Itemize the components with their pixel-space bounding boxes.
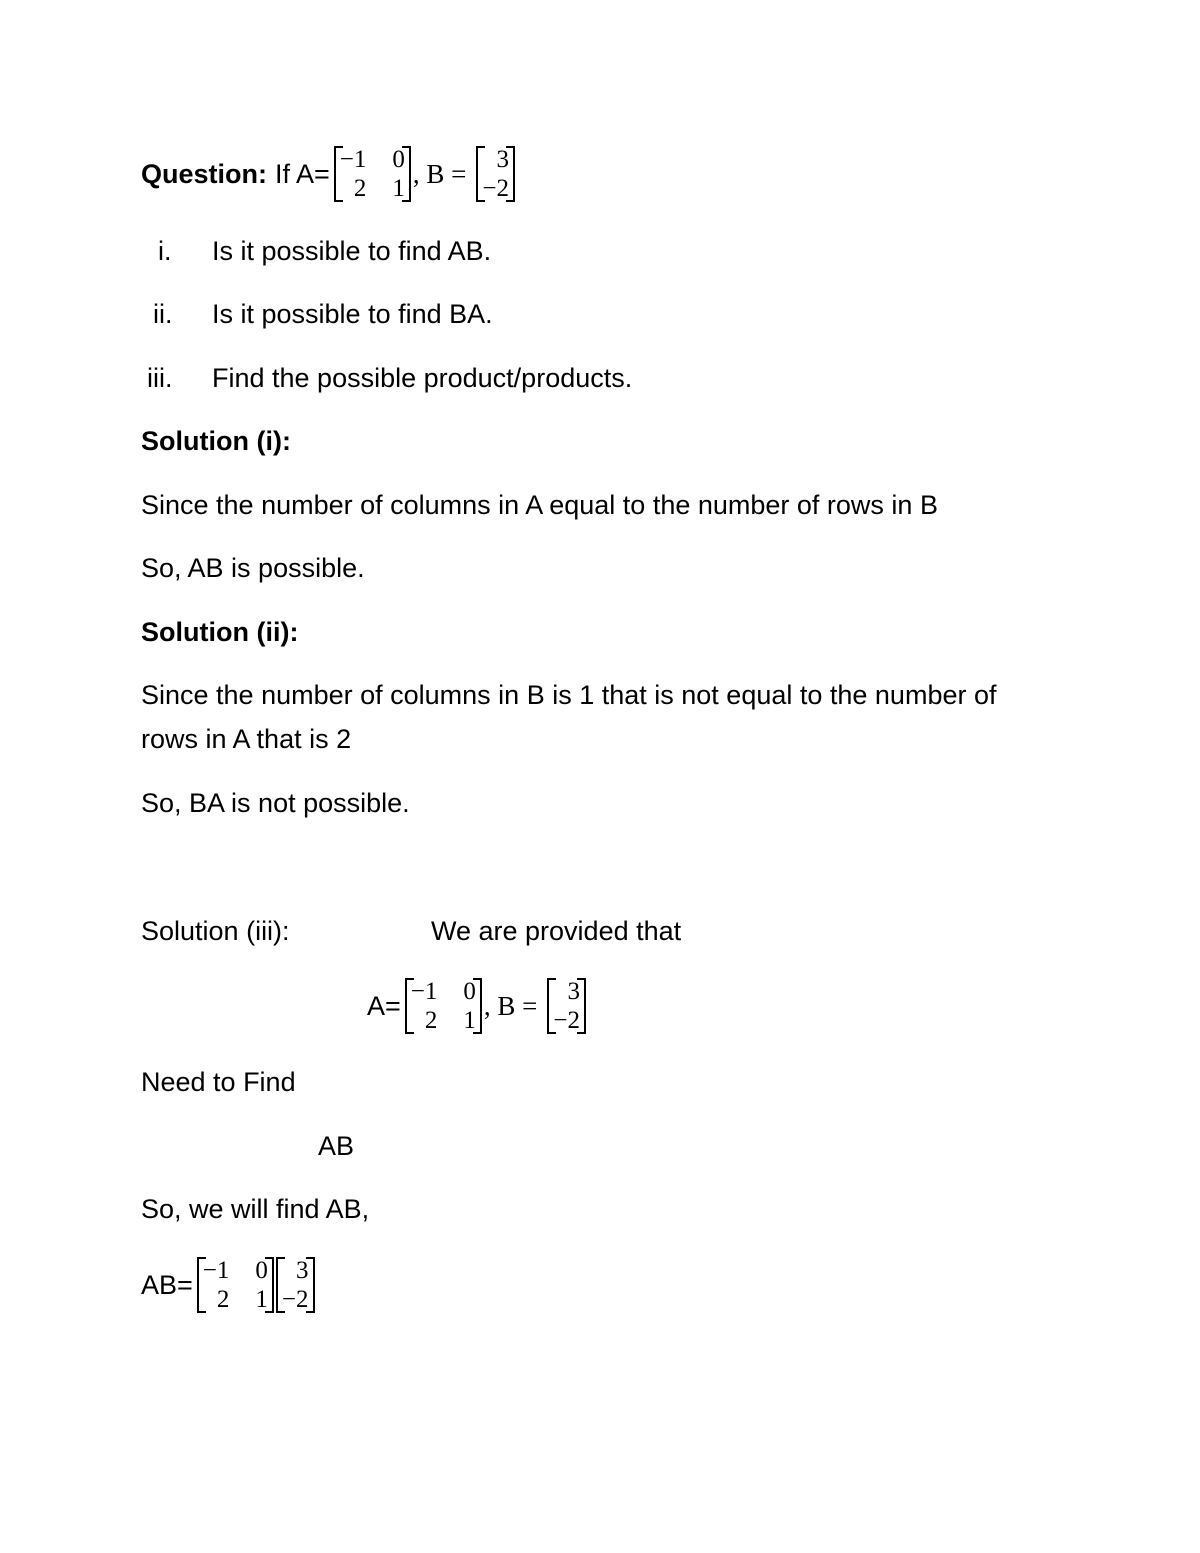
matrix-a-cell: 1 — [255, 1286, 268, 1313]
solution-ii-heading: Solution (ii): — [141, 617, 299, 647]
matrix-b-cell: 3 — [296, 1257, 309, 1284]
solution-iii-heading: Solution (iii): — [141, 916, 290, 946]
matrix-a-cell: 2 — [216, 1286, 230, 1313]
solution-i-line: Since the number of columns in A equal to the number of rows in B — [141, 490, 938, 520]
solution-ii-line: rows in A that is 2 — [141, 724, 352, 754]
a-prefix: A= — [367, 990, 401, 1021]
matrix-b-cell: 3 — [496, 146, 510, 173]
solution-ii-line: So, BA is not possible. — [141, 788, 410, 818]
matrix-a-cell: −1 — [202, 1257, 230, 1284]
matrix-a-cell: 0 — [255, 1257, 268, 1284]
matrix-a-cell: 0 — [392, 146, 405, 173]
matrix-a-cell: 0 — [463, 978, 476, 1005]
question-prefix: If A= — [275, 158, 330, 189]
given-matrices — [367, 978, 586, 1034]
matrix-a-cell: 2 — [353, 175, 367, 202]
solution-i-line: So, AB is possible. — [141, 553, 365, 583]
matrix-b — [276, 1257, 315, 1313]
question-label: Question: — [141, 158, 267, 189]
solution-i-heading: Solution (i): — [141, 426, 291, 456]
b-prefix: , B = — [483, 990, 538, 1021]
item-number: i. — [158, 236, 172, 266]
matrix-b-cell: −2 — [553, 1007, 580, 1034]
ab-target: AB — [318, 1131, 355, 1161]
will-find-text: So, we will find AB, — [141, 1194, 370, 1224]
item-text: Is it possible to find AB. — [212, 236, 492, 266]
question-line — [141, 146, 515, 202]
matrix-b — [547, 978, 586, 1034]
matrix-a — [405, 978, 482, 1034]
need-to-find: Need to Find — [141, 1067, 296, 1097]
matrix-b-cell: 3 — [567, 978, 580, 1005]
solution-ii-line: Since the number of columns in B is 1 that is not equal to the number of — [141, 680, 997, 710]
provided-text: We are provided that — [431, 916, 682, 946]
b-prefix: , B = — [412, 158, 467, 189]
item-text: Is it possible to find BA. — [212, 299, 493, 329]
matrix-b-cell: −2 — [281, 1286, 309, 1313]
matrix-a — [334, 146, 411, 202]
matrix-a-cell: 2 — [424, 1007, 438, 1034]
matrix-a-cell: 1 — [463, 1007, 476, 1034]
item-number: ii. — [153, 299, 173, 329]
matrix-a — [197, 1257, 274, 1313]
ab-prefix: AB= — [141, 1269, 193, 1300]
item-number: iii. — [147, 363, 173, 393]
matrix-a-cell: −1 — [410, 978, 438, 1005]
matrix-b — [476, 146, 515, 202]
matrix-a-cell: 1 — [392, 175, 405, 202]
matrix-a-cell: −1 — [339, 146, 367, 173]
item-text: Find the possible product/products. — [212, 363, 633, 393]
matrix-b-cell: −2 — [482, 175, 510, 202]
ab-product — [141, 1257, 315, 1313]
